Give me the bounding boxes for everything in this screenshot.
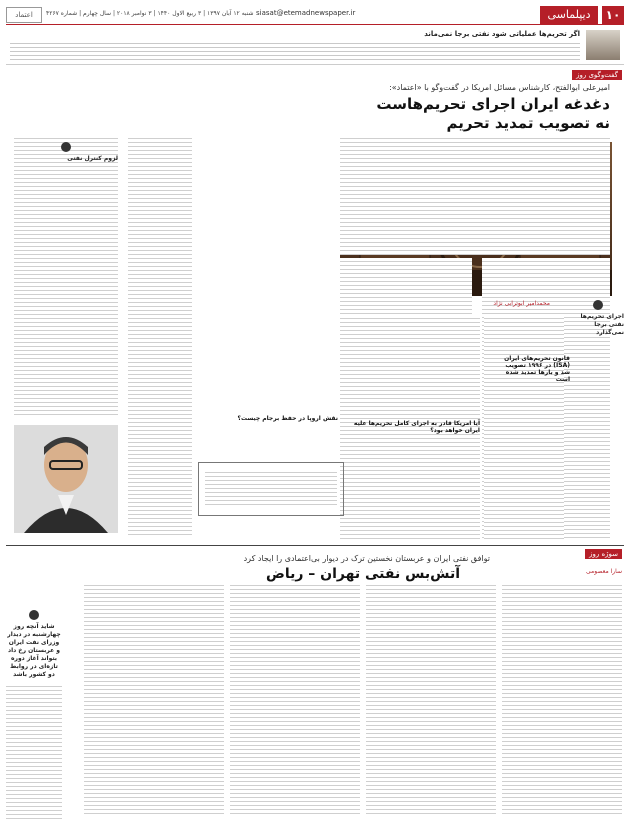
newspaper-logo: اعتماد [6,7,42,23]
second-body-col-2 [366,582,496,814]
quote-badge-icon [593,300,603,310]
left-sidebar-title: شاید آنچه روز چهارشنبه در دیدار وزرای نفت ایران و عربستان رخ داد بتواند آغاز دوره تازه‌ای در روابط دو کشور باشد [7,623,61,678]
quote-badge-icon-2 [61,142,71,152]
lead-sidebar-title: اجرای تحریم‌ها نفتی برجا نمی‌گذارد [580,313,624,336]
lead-byline: محمدامیر ابوترابی نژاد [493,300,550,307]
second-kicker: توافق نفتی ایران و عربستان نخستین ترک در دیوار بی‌اعتمادی را ایجاد کرد [243,554,490,563]
left-sidebar-body [6,683,62,820]
sidebar-2 [14,142,118,163]
lead-body-col-6 [14,135,118,415]
dateline: شنبه ۱۲ آبان ۱۳۹۷ | ۳ ربیع الاول ۱۴۴۰ | ۳ نوامبر ۲۰۱۸ | سال چهارم | شماره ۴۲۶۷ [46,10,254,17]
lead-headline-line-1: دغدغه ایران اجرای تحریم‌هاست [376,95,610,113]
lead-intro-text [340,135,610,255]
columnist-portrait [14,425,118,533]
top-brief [6,28,624,65]
lead-headline-line-2: نه تصویب تمدید تحریم [446,114,610,132]
website[interactable]: siasat@etemadnewspaper.ir [256,9,356,17]
lead-tag: گفت‌وگوی روز [572,70,622,80]
quote-badge-icon-3 [29,610,39,620]
left-sidebar [6,610,62,820]
lead-subhead-1: قانون تحریم‌های ایران (ISA) در ۱۹۹۶ تصویب شد و بارها تمدید شده است [504,355,570,383]
second-byline: سارا معصومی [586,568,622,575]
top-brief-title: اگر تحریم‌ها عملیاتی شود نفتی برجا نمی‌ماند [424,30,580,38]
masthead [6,6,624,25]
lead-subhead-3: نقش اروپا در حفظ برجام چیست؟ [237,415,338,422]
lead-headline [340,95,610,133]
lead-kicker: امیرعلی ابوالفتح، کارشناس مسائل امریکا در گفت‌وگو با «اعتماد»: [389,83,610,92]
second-tag: سوژه روز [585,549,622,559]
pull-quote-text [205,469,337,507]
pull-quote-box [198,462,344,516]
second-headline: آتش‌بس نفتی تهران – ریاض [266,566,460,582]
lead-sidebar [572,300,624,337]
sidebar-2-title: لزوم کنترل نفتی [67,155,118,162]
lead-subhead-2: آیا امریکا قادر به اجرای کامل تحریم‌ها علیه ایران خواهد بود؟ [353,420,480,434]
page-number: ۱۰ [602,6,624,24]
section-divider [6,545,624,546]
second-body-col-3 [230,582,360,814]
top-brief-body [10,40,580,62]
second-body-col-1 [502,582,622,814]
lead-body-col-5 [128,135,192,535]
section-label: دیپلماسی [540,6,598,24]
top-brief-portrait [586,30,620,60]
lead-body-col-4 [484,315,564,540]
second-body-col-4 [84,582,224,814]
